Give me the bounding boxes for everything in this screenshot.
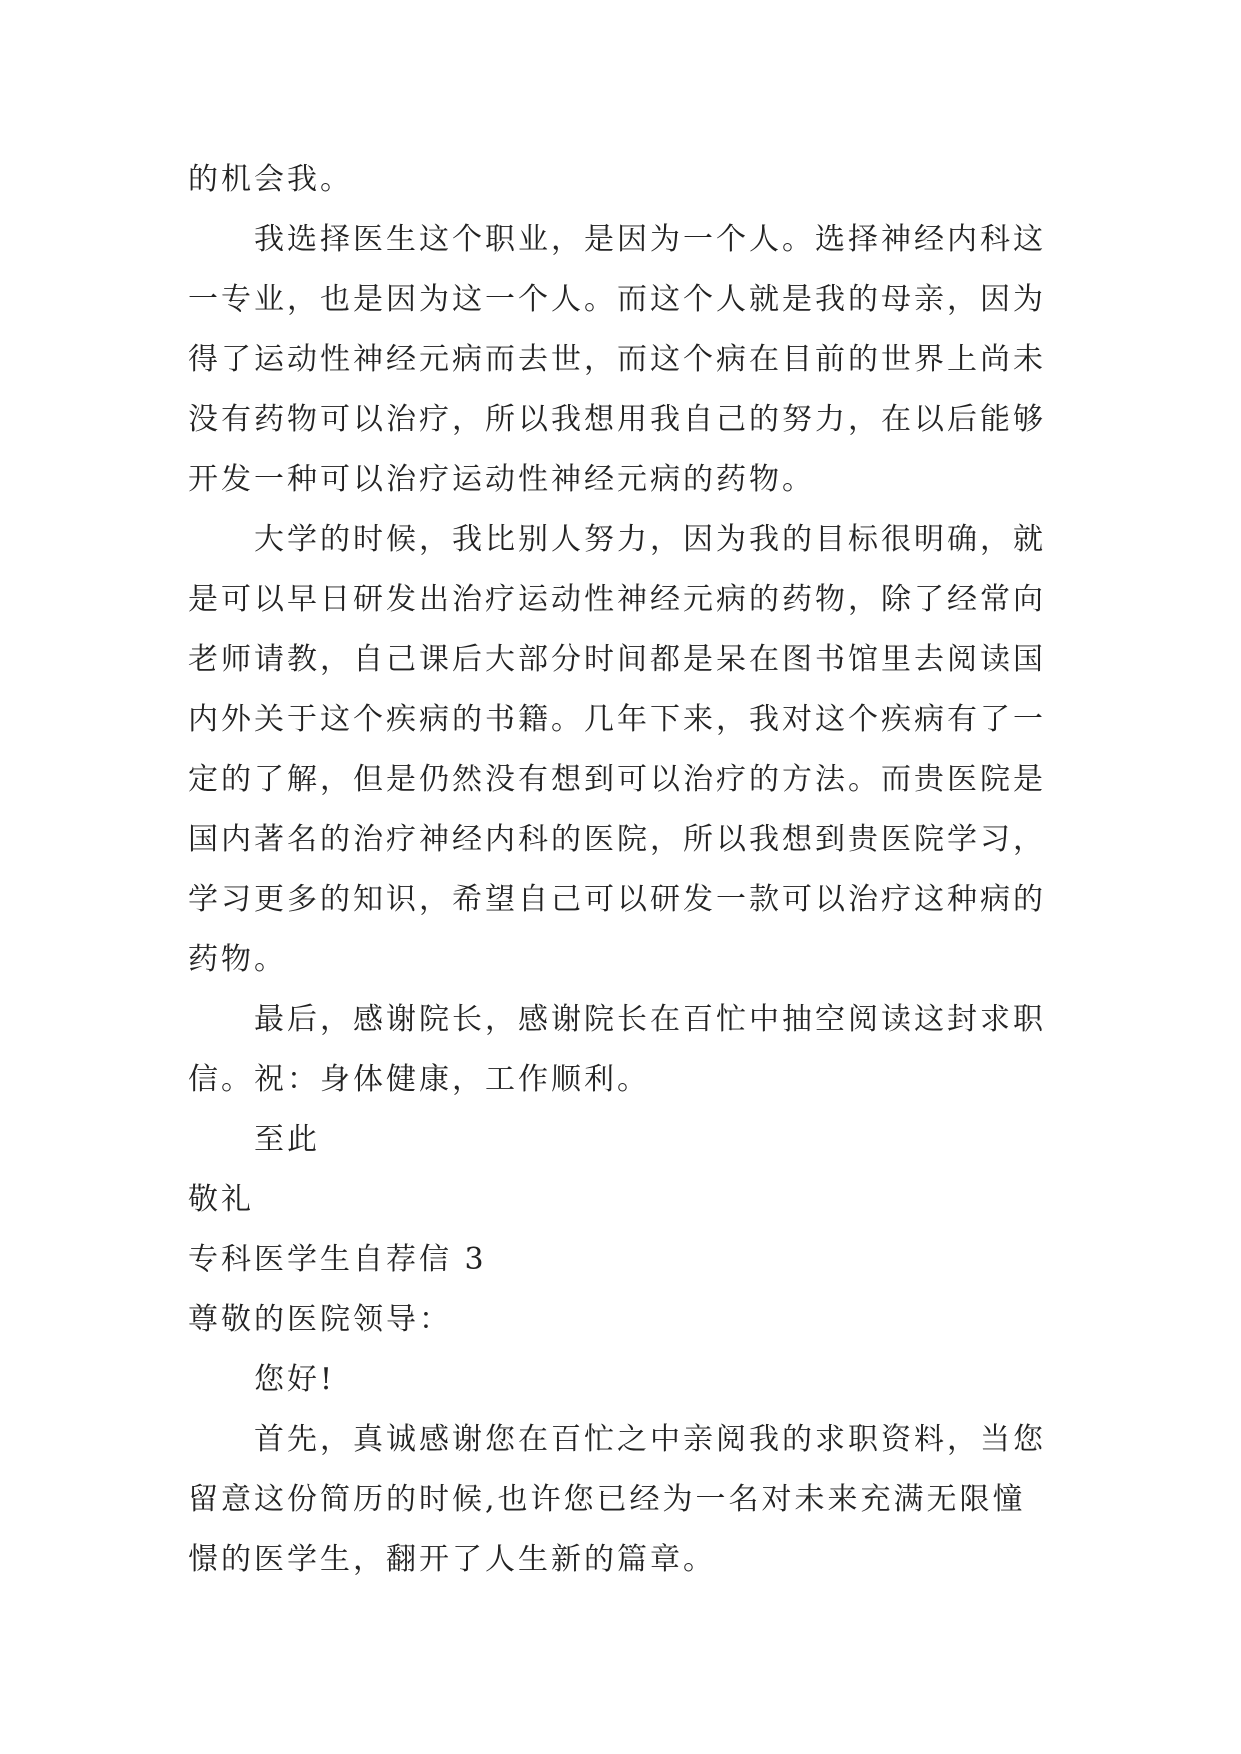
paragraph-opening-thanks: 首先，真诚感谢您在百忙之中亲阅我的求职资料，当您留意这份简历的时候,也许您已经为一名对未来充满无限憧憬的医学生，翻开了人生新的篇章。 <box>188 1422 1046 1577</box>
salute-line: 敬礼 <box>188 1182 254 1217</box>
section-title: 专科医学生自荐信 3 <box>188 1242 487 1277</box>
paragraph-university-study: 大学的时候，我比别人努力，因为我的目标很明确，就是可以早日研发出治疗运动性神经元病的药物，除了经常向老师请教，自己课后大部分时间都是呆在图书馆里去阅读国内外关于这个疾病的书籍。几年下来，我对这个疾病有了一定的了解，但是仍然没有想到可以治疗的方法。而贵医院是国内著名的治疗神经内科的医院，所以我想到贵医院学习，学习更多的知识，希望自己可以研发一款可以治疗这种病的药物。 <box>188 522 1046 977</box>
greeting: 您好! <box>254 1362 336 1397</box>
paragraph-thanks: 最后，感谢院长，感谢院长在百忙中抽空阅读这封求职信。祝：身体健康，工作顺利。 <box>188 1002 1046 1097</box>
closing-line: 至此 <box>254 1122 320 1157</box>
document-body <box>188 150 1058 1590</box>
paragraph-opportunity-end: 的机会我。 <box>188 162 353 197</box>
salutation: 尊敬的医院领导： <box>188 1302 452 1337</box>
paragraph-reason-for-career: 我选择医生这个职业，是因为一个人。选择神经内科这一专业，也是因为这一个人。而这个人就是我的母亲，因为得了运动性神经元病而去世，而这个病在目前的世界上尚未没有药物可以治疗，所以我想用我自己的努力，在以后能够开发一种可以治疗运动性神经元病的药物。 <box>188 222 1046 497</box>
